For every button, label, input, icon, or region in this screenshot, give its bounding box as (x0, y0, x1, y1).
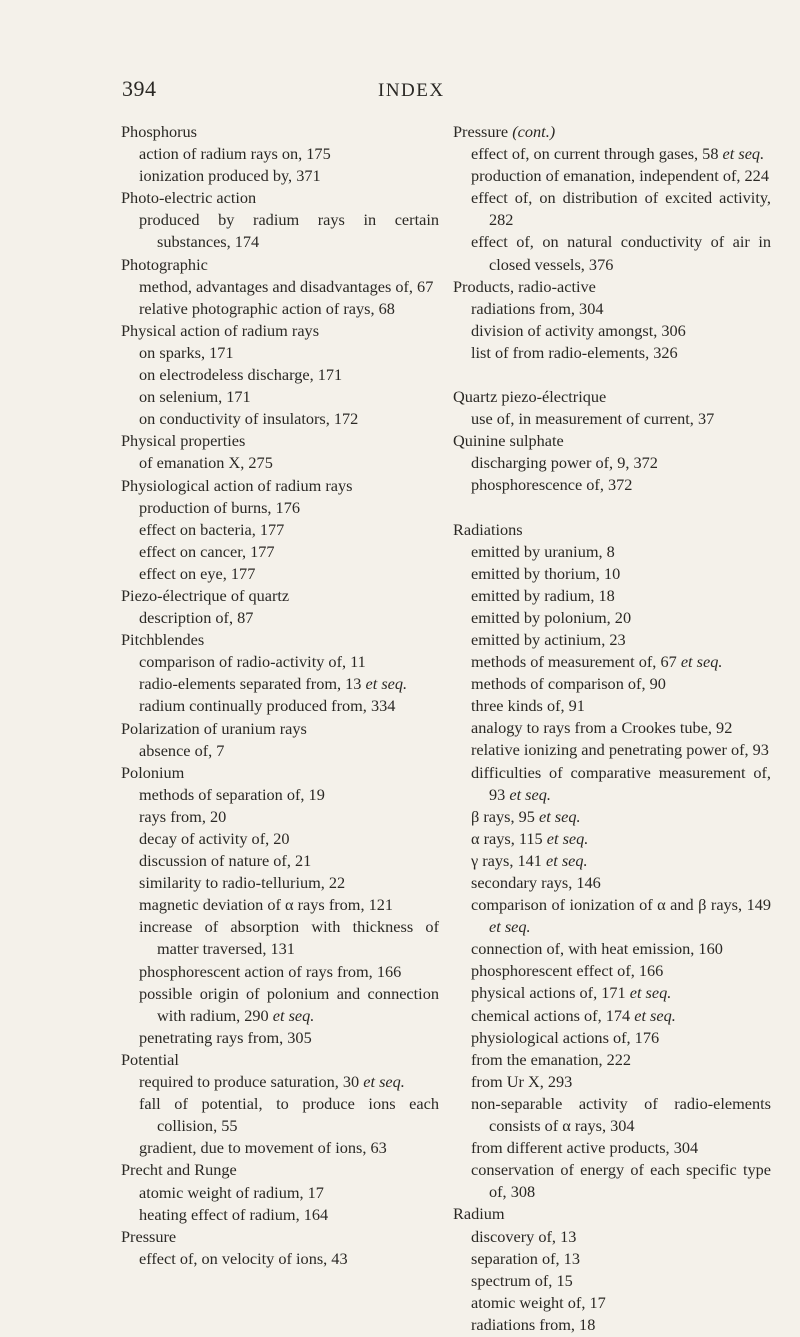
index-subentry: emitted by radium, 18 (471, 585, 615, 605)
index-entry (121, 320, 439, 430)
index-subentry: phosphorescent action of rays from, 166 (139, 961, 402, 981)
index-entry (121, 762, 439, 1049)
index-subentry: effect on eye, 177 (139, 563, 256, 583)
index-heading: Physical properties (121, 431, 246, 451)
index-subentry: description of, 87 (139, 608, 254, 628)
index-subentry: α rays, 115 et seq. (471, 828, 589, 848)
index-entry (453, 430, 771, 496)
index-subentry: effect on bacteria, 177 (139, 519, 285, 539)
index-subentry: heating effect of radium, 164 (139, 1204, 329, 1224)
index-subentry: on conductivity of insulators, 172 (139, 409, 359, 429)
index-subentry: list of from radio-elements, 326 (471, 342, 678, 362)
index-subentry: atomic weight of radium, 17 (139, 1182, 324, 1202)
index-subentry: effect of, on current through gases, 58 et seq. (471, 144, 765, 164)
index-heading: Physiological action of radium rays (121, 475, 353, 495)
index-subentry: fall of potential, to produce ions each collision, 55 (139, 1094, 439, 1136)
index-entry (121, 121, 439, 187)
index-subentry: discharging power of, 9, 372 (471, 453, 658, 473)
index-subentry: three kinds of, 91 (471, 696, 585, 716)
index-subentry: emitted by uranium, 8 (471, 541, 615, 561)
index-subentry: increase of absorption with thickness of matter traversed, 131 (139, 917, 439, 959)
index-subentry: spectrum of, 15 (471, 1270, 573, 1290)
index-heading: Polarization of uranium rays (121, 718, 307, 738)
index-subentry: comparison of radio-activity of, 11 (139, 652, 366, 672)
index-subentry: discussion of nature of, 21 (139, 851, 312, 871)
index-subentry: non-separable activity of radio-elements consists of α rays, 304 (471, 1093, 771, 1136)
index-entry (121, 629, 439, 717)
index-subentry: decay of activity of, 20 (139, 829, 290, 848)
index-heading: Piezo-électrique of quartz (121, 585, 290, 605)
index-subentry: radio-elements separated from, 13 et seq. (139, 674, 408, 694)
index-subentry: β rays, 95 et seq. (471, 806, 581, 826)
index-entry (121, 1159, 439, 1225)
index-heading: Quartz piezo-électrique (453, 387, 607, 407)
index-subentry: possible origin of polonium and connection with radium, 290 et seq. (139, 983, 439, 1025)
index-column-right (453, 121, 771, 1336)
index-subentry: absence of, 7 (139, 740, 225, 760)
index-heading: Phosphorus (121, 122, 197, 141)
index-heading: Pressure (121, 1226, 177, 1246)
index-subentry: from the emanation, 222 (471, 1049, 632, 1069)
index-heading: Photographic (121, 254, 208, 274)
index-heading: Products, radio-active (453, 276, 596, 296)
index-subentry: separation of, 13 (471, 1248, 580, 1268)
index-subentry: difficulties of comparative measurement of, 93 et seq. (471, 762, 771, 804)
index-heading: Potential (121, 1049, 179, 1069)
index-subentry: radiations from, 304 (471, 298, 604, 318)
index-subentry: magnetic deviation of α rays from, 121 (139, 895, 394, 915)
index-entry (453, 121, 771, 276)
index-heading: Quinine sulphate (453, 431, 564, 451)
index-heading: Radium (453, 1204, 505, 1224)
index-subentry: analogy to rays from a Crookes tube, 92 (471, 718, 733, 738)
index-subentry: discovery of, 13 (471, 1226, 577, 1246)
index-subentry: from different active products, 304 (471, 1138, 699, 1158)
index-entry (121, 430, 439, 474)
index-subentry: effect of, on distribution of excited activity, 282 (471, 188, 771, 230)
index-heading: Radiations (453, 519, 523, 539)
index-entry (121, 585, 439, 629)
index-subentry: effect on cancer, 177 (139, 541, 275, 561)
index-subentry: production of burns, 176 (139, 497, 300, 517)
index-subentry: conservation of energy of each specific type of, 308 (471, 1160, 771, 1202)
index-entry (453, 386, 771, 430)
index-entry (121, 254, 439, 320)
index-subentry: produced by radium rays in certain substances, 174 (139, 210, 439, 252)
index-entry (453, 1203, 771, 1336)
index-heading: Polonium (121, 762, 185, 782)
index-subentry: ionization produced by, 371 (139, 166, 321, 186)
index-subentry: action of radium rays on, 175 (139, 144, 331, 164)
index-subentry: penetrating rays from, 305 (139, 1027, 312, 1047)
index-entry (121, 475, 439, 585)
index-subentry: effect of, on velocity of ions, 43 (139, 1248, 348, 1268)
index-subentry: emitted by thorium, 10 (471, 563, 621, 583)
index-subentry: relative ionizing and penetrating power of, 93 (471, 740, 769, 760)
index-subentry: on electrodeless discharge, 171 (139, 365, 343, 385)
index-subentry: division of activity amongst, 306 (471, 320, 686, 340)
entry-gap (453, 364, 771, 386)
index-subentry: required to produce saturation, 30 et seq. (139, 1072, 405, 1092)
index-subentry: rays from, 20 (139, 806, 227, 826)
index-subentry: from Ur X, 293 (471, 1071, 573, 1091)
index-heading: Precht and Runge (121, 1160, 237, 1180)
index-subentry: emitted by polonium, 20 (471, 607, 632, 627)
index-subentry: phosphorescent effect of, 166 (471, 961, 664, 981)
index-subentry: chemical actions of, 174 et seq. (471, 1005, 676, 1025)
index-subentry: comparison of ionization of α and β rays, 149 et seq. (471, 895, 771, 937)
page-number: 394 (122, 76, 157, 101)
index-subentry: methods of comparison of, 90 (471, 674, 666, 694)
index-subentry: radium continually produced from, 334 (139, 696, 396, 716)
index-subentry: connection of, with heat emission, 160 (471, 939, 723, 959)
index-subentry: secondary rays, 146 (471, 873, 601, 892)
index-subentry: similarity to radio-tellurium, 22 (139, 873, 346, 893)
index-subentry: method, advantages and disadvantages of, 67 (139, 276, 434, 296)
index-heading: Pitchblendes (121, 630, 205, 650)
index-subentry: gradient, due to movement of ions, 63 (139, 1138, 387, 1158)
index-subentry: atomic weight of, 17 (471, 1292, 606, 1312)
index-heading: Photo-electric action (121, 188, 257, 208)
index-subentry: effect of, on natural conductivity of air in closed vessels, 376 (471, 232, 771, 274)
index-subentry: relative photographic action of rays, 68 (139, 298, 395, 318)
index-subentry: of emanation X, 275 (139, 453, 273, 473)
index-subentry: on selenium, 171 (139, 387, 251, 407)
index-subentry: physiological actions of, 176 (471, 1027, 660, 1047)
index-entry (121, 718, 439, 762)
index-entry (121, 1226, 439, 1270)
index-entry (121, 187, 439, 253)
index-subentry: production of emanation, independent of, 224 (471, 166, 769, 186)
index-heading: Pressure (cont.) (453, 122, 556, 141)
index-subentry: radiations from, 18 (471, 1314, 596, 1334)
index-subentry: methods of separation of, 19 (139, 784, 325, 804)
index-entry (453, 519, 771, 1204)
index-subentry: phosphorescence of, 372 (471, 475, 633, 495)
index-entry (121, 1049, 439, 1159)
index-subentry: use of, in measurement of current, 37 (471, 409, 715, 429)
index-subentry: γ rays, 141 et seq. (471, 850, 588, 870)
index-subentry: physical actions of, 171 et seq. (471, 983, 672, 1003)
index-entry (453, 276, 771, 364)
index-subentry: methods of measurement of, 67 et seq. (471, 652, 723, 672)
index-column-left (121, 121, 439, 1270)
index-heading: Physical action of radium rays (121, 320, 320, 340)
index-subentry: emitted by actinium, 23 (471, 629, 626, 649)
entry-gap (453, 497, 771, 519)
running-head: INDEX (378, 80, 445, 101)
index-subentry: on sparks, 171 (139, 342, 234, 362)
